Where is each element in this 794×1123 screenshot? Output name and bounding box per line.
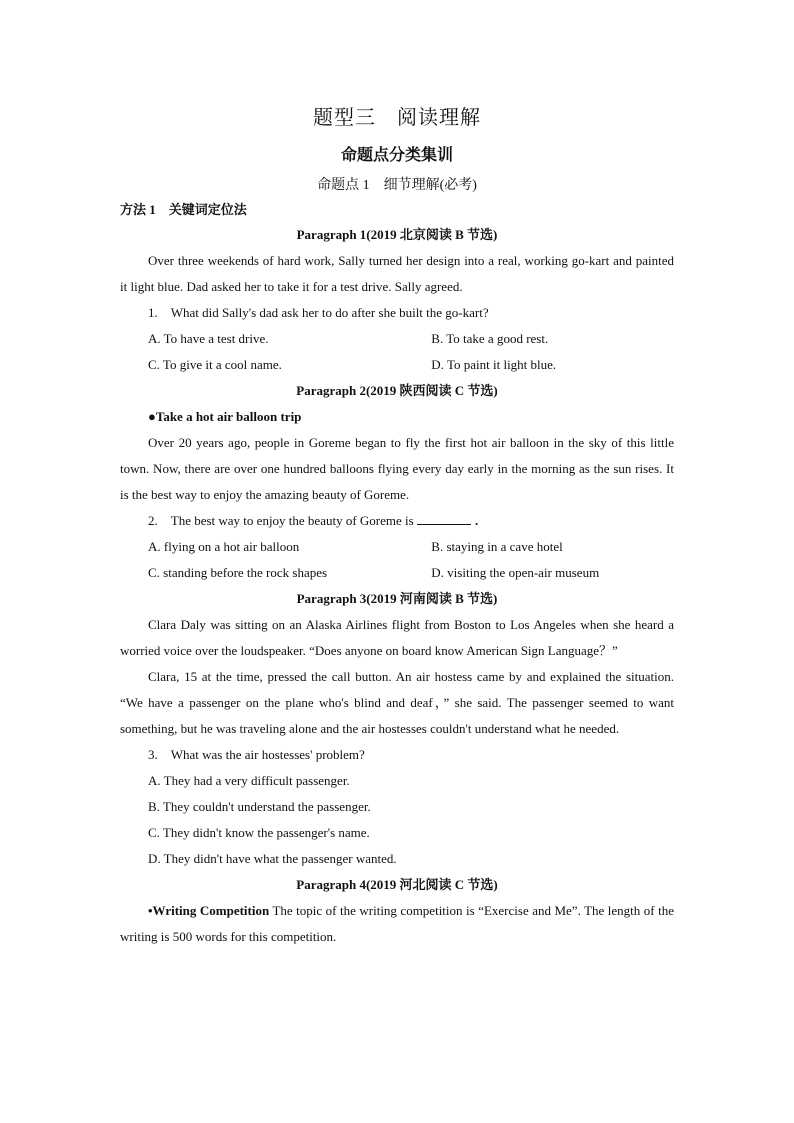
option-c: C. standing before the rock shapes <box>148 565 328 580</box>
paragraph-4-heading: Paragraph 4(2019 河北阅读 C 节选) <box>296 877 498 892</box>
paragraph-3-text-2: Clara, 15 at the time, pressed the call button. An air hostess came by and explained the situation. “We have a passenger on the plane who's blind and deaf，” she said. The passenger seemed to want something, but he was traveling alone and the air hostesses couldn't understand what he needed. <box>120 669 674 736</box>
paragraph-1-text: Over three weekends of hard work, Sally turned her design into a real, working go-kart and painted it light blue. Dad asked her to take it for a test drive. Sally agreed. <box>120 253 674 294</box>
page-subtitle: 命题点分类集训 <box>340 147 453 164</box>
option-b: B. To take a good rest. <box>431 331 549 346</box>
document-content <box>120 100 674 950</box>
paragraph-3-heading: Paragraph 3(2019 河南阅读 B 节选) <box>296 591 498 606</box>
option-a: A. They had a very difficult passenger. <box>148 773 350 788</box>
option-c: C. To give it a cool name. <box>148 357 282 372</box>
paragraph-3-text-1: Clara Daly was sitting on an Alaska Airlines flight from Boston to Los Angeles when she heard a worried voice over the loudspeaker. “Does anyone on board know American Sign Language？” <box>120 617 674 658</box>
option-c: C. They didn't know the passenger's name. <box>148 825 370 840</box>
paragraph-4-text <box>120 898 674 950</box>
question-2-text: 2. The best way to enjoy the beauty of Goreme is <box>148 513 414 528</box>
question-3: 3. What was the air hostesses' problem? <box>148 747 365 762</box>
option-b: B. They couldn't understand the passenger. <box>148 799 371 814</box>
section-heading: 命题点 1 细节理解(必考) <box>317 178 477 193</box>
option-d: D. visiting the open-air museum <box>431 565 600 580</box>
question-1-options-row-2 <box>120 352 674 378</box>
option-d: D. They didn't have what the passenger wanted. <box>148 851 397 866</box>
option-a: A. To have a test drive. <box>148 331 269 346</box>
option-d: D. To paint it light blue. <box>431 357 557 372</box>
question-2-options-row-1 <box>120 534 674 560</box>
paragraph-4-lead: •Writing Competition <box>148 903 270 918</box>
paragraph-2-bullet: ●Take a hot air balloon trip <box>148 409 302 424</box>
paragraph-2-text: Over 20 years ago, people in Goreme began to fly the first hot air balloon in the sky of this little town. Now, there are over one hundred balloons flying every day early in the morning as the sun rises. It is the best way to enjoy the amazing beauty of Goreme. <box>120 435 674 502</box>
paragraph-2-heading: Paragraph 2(2019 陕西阅读 C 节选) <box>296 383 498 398</box>
question-2 <box>120 508 674 534</box>
answer-blank <box>417 510 471 525</box>
method-heading: 方法 1 关键词定位法 <box>120 202 247 217</box>
option-a: A. flying on a hot air balloon <box>148 539 300 554</box>
paragraph-1-heading: Paragraph 1(2019 北京阅读 B 节选) <box>296 227 498 242</box>
question-2-options-row-2 <box>120 560 674 586</box>
page-title: 题型三 阅读理解 <box>313 107 481 129</box>
paragraph-4-body: The topic of the writing competition is “Exercise and Me”. The length of the writing is 500 words for this competition. <box>120 903 674 944</box>
question-1-options-row-1 <box>120 326 674 352</box>
option-b: B. staying in a cave hotel <box>431 539 563 554</box>
question-1: 1. What did Sally's dad ask her to do after she built the go-kart? <box>148 305 489 320</box>
question-2-end: . <box>474 513 479 528</box>
